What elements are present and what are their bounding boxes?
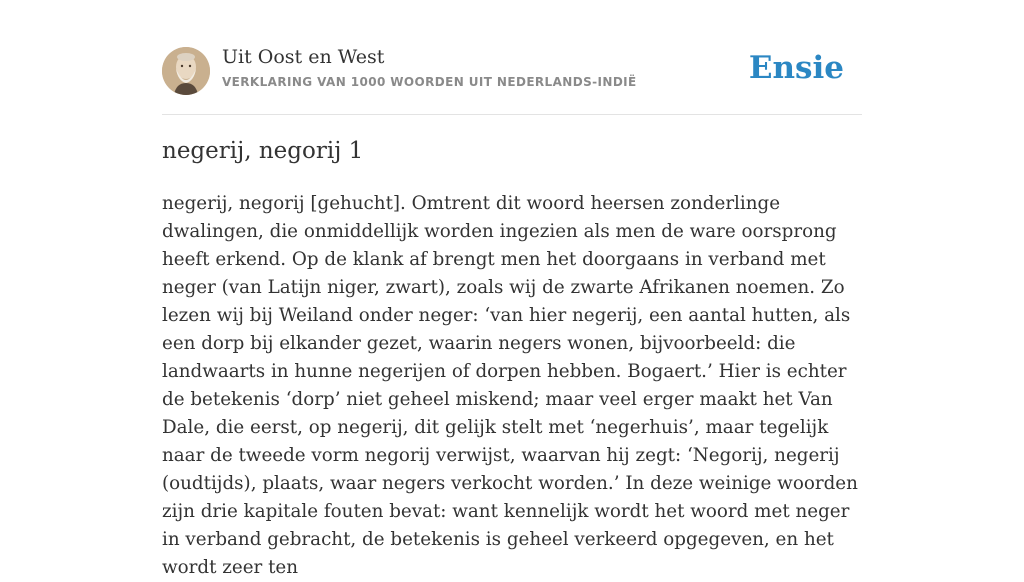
page-container <box>162 0 862 578</box>
avatar[interactable] <box>162 47 210 95</box>
ensie-logo[interactable]: Ensie <box>748 50 844 86</box>
entry-title: negerij, negorij 1 <box>162 138 364 164</box>
author-portrait-icon <box>162 47 210 95</box>
source-header <box>162 0 862 115</box>
source-subtitle: VERKLARING VAN 1000 WOORDEN UIT NEDERLANDS-INDIË <box>222 75 637 89</box>
source-title[interactable]: Uit Oost en West <box>222 46 385 68</box>
entry-body: negerij, negorij [gehucht]. Omtrent dit woord heersen zonderlinge dwalingen, die onmiddellijk worden ingezien als men de ware oorsprong heeft erkend. Op de klank af brengt men het doorgaans in verband met neger (van Latijn niger, zwart), zoals wij de zwarte Afrikanen noemen. Zo lezen wij bij Weiland onder neger: ‘van hier negerij, een aantal hutten, als een dorp bij elkander gezet, waarin negers wonen, bijvoorbeeld: die landwaarts in hunne negerijen of dorpen hebben. Bogaert.’ Hier is echter de betekenis ‘dorp’ niet geheel miskend; maar veel erger maakt het Van Dale, die eerst, op negerij, dit gelijk stelt met ‘negerhuis’, maar tegelijk naar de tweede vorm negorij verwijst, waarvan hij zegt: ‘Negorij, negerij (oudtijds), plaats, waar negers verkocht worden.’ In deze weinige woorden zijn drie kapitale fouten bevat: want kennelijk wordt het woord met neger in verband gebracht, de betekenis is geheel verkeerd opgegeven, en het wordt zeer ten <box>162 193 858 578</box>
